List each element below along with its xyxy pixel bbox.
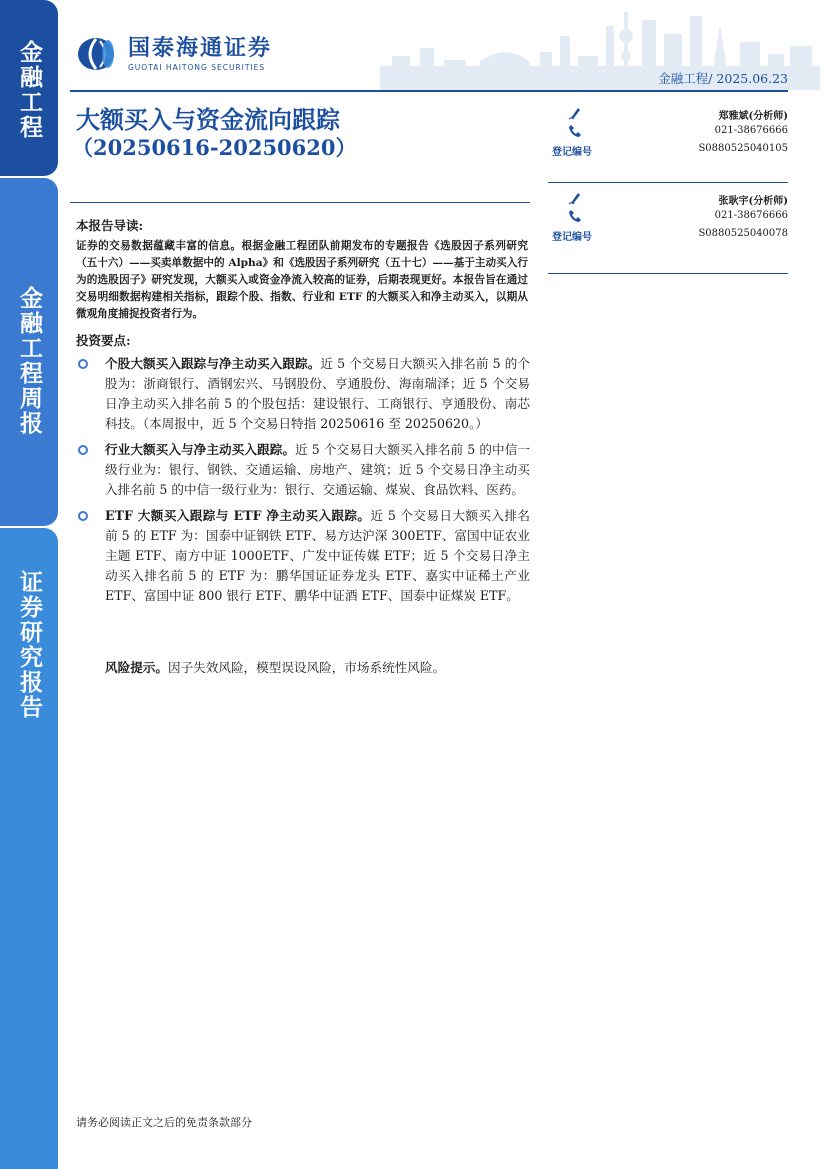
- point-text: 近 5 个交易日大额买入排名前 5 的中信一级行业为：银行、钢铁、交通运输、房地产、建筑；近 5 个交易日净主动买入排名前 5 的中信一级行业为：银行、交通运输、煤炭、食品饮料、医药。: [105, 442, 530, 497]
- sidebar-report-type-block: [0, 178, 58, 526]
- point-text: 近 5 个交易日大额买入排名前 5 的个股为：浙商银行、酒钢宏兴、马钢股份、亨通股份、海南瑞泽；近 5 个交易日净主动买入排名前 5 的个股包括：建设银行、工商银行、亨通股份、南芯科技。（本周报中，近 5 个交易日特指 20250616 至 20250620。）: [105, 356, 530, 431]
- guide-paragraph: 证券的交易数据蕴藏丰富的信息。根据金融工程团队前期发布的专题报告《选股因子系列研究（五十六）——买卖单数据中的 Alpha》和《选股因子系列研究（五十七）——基于主动买入行为的选股因子》研究发现，大额买入或资金净流入较高的证券，后期表现更好。本报告旨在通过交易明细数据构建相关指标，跟踪个股、指数、行业和 ETF 的大额买入和净主动买入，以期从微观角度捕捉投资者行为。: [76, 240, 528, 320]
- registration-number: S0880525040105: [698, 143, 788, 154]
- logo-chinese-name: 国泰海通证券: [128, 35, 273, 61]
- sidebar-category-label: 金融工程: [16, 40, 42, 140]
- guide-heading: 本报告导读:: [76, 218, 144, 233]
- pen-icon: [568, 191, 582, 205]
- point-heading: 行业大额买入与净主动买入跟踪。: [105, 442, 296, 457]
- left-sidebar: [0, 0, 58, 1169]
- list-item: [76, 354, 530, 434]
- risk-text: 因子失效风险，模型误设风险，市场系统性风险。: [167, 660, 446, 675]
- company-logo: [76, 36, 272, 72]
- header-divider: [70, 90, 788, 92]
- investment-points-list: [76, 354, 530, 612]
- risk-heading: 风险提示。: [105, 660, 168, 675]
- pen-icon: [568, 106, 582, 120]
- sidebar-category-block: [0, 0, 58, 176]
- logo-english-name: GUOTAI HAITONG SECURITIES: [128, 62, 266, 72]
- list-item: [76, 440, 530, 500]
- analyst-phone: 021-38676666: [714, 210, 788, 221]
- bullet-circle-icon: [78, 511, 88, 521]
- point-heading: ETF 大额买入跟踪与 ETF 净主动买入跟踪。: [105, 508, 371, 523]
- registration-label: 登记编号: [552, 147, 592, 158]
- disclaimer-footer: 请务必阅读正文之后的免责条款部分: [76, 1116, 252, 1129]
- list-item: [76, 506, 530, 606]
- sidebar-report-type-label: 金融工程周报: [16, 286, 42, 436]
- point-text: 近 5 个交易日大额买入排名前 5 的 ETF 为：国泰中证钢铁 ETF、易方达沪深 300ETF、富国中证农业主题 ETF、南方中证 1000ETF、广发中证传媒 ETF；近 5 个交易日净主动买入排名前 5 的 ETF 为：鹏华国证证券龙头 ETF、嘉实中证稀土产业 ETF、富国中证 800 银行 ETF、鹏华中证酒 ETF、国泰中证煤炭 ETF。: [105, 508, 530, 603]
- analyst-name: 郑雅斌(分析师): [718, 111, 788, 122]
- report-category-date: 金融工程/ 2025.06.23: [658, 71, 788, 86]
- phone-icon: [568, 124, 582, 138]
- point-heading: 个股大额买入跟踪与净主动买入跟踪。: [105, 356, 321, 371]
- bullet-circle-icon: [78, 445, 88, 455]
- report-title: 大额买入与资金流向跟踪: [76, 106, 340, 134]
- registration-number: S0880525040078: [698, 228, 788, 239]
- risk-warning: [105, 658, 445, 678]
- analyst-name: 张耿宇(分析师): [718, 196, 788, 207]
- sidebar-series-label: 证券研究报告: [16, 570, 42, 720]
- logo-mark-icon: [76, 36, 120, 72]
- analyst-divider: [548, 273, 788, 274]
- points-heading: 投资要点:: [76, 333, 131, 348]
- analyst-card: [548, 105, 788, 159]
- bullet-circle-icon: [78, 359, 88, 369]
- title-divider: [70, 202, 530, 203]
- sidebar-series-block: [0, 528, 58, 1169]
- registration-label: 登记编号: [552, 232, 592, 243]
- report-date-range: （20250616-20250620）: [72, 135, 357, 160]
- phone-icon: [568, 209, 582, 223]
- analyst-card: [548, 190, 788, 244]
- analyst-phone: 021-38676666: [714, 125, 788, 136]
- analyst-divider: [548, 182, 788, 183]
